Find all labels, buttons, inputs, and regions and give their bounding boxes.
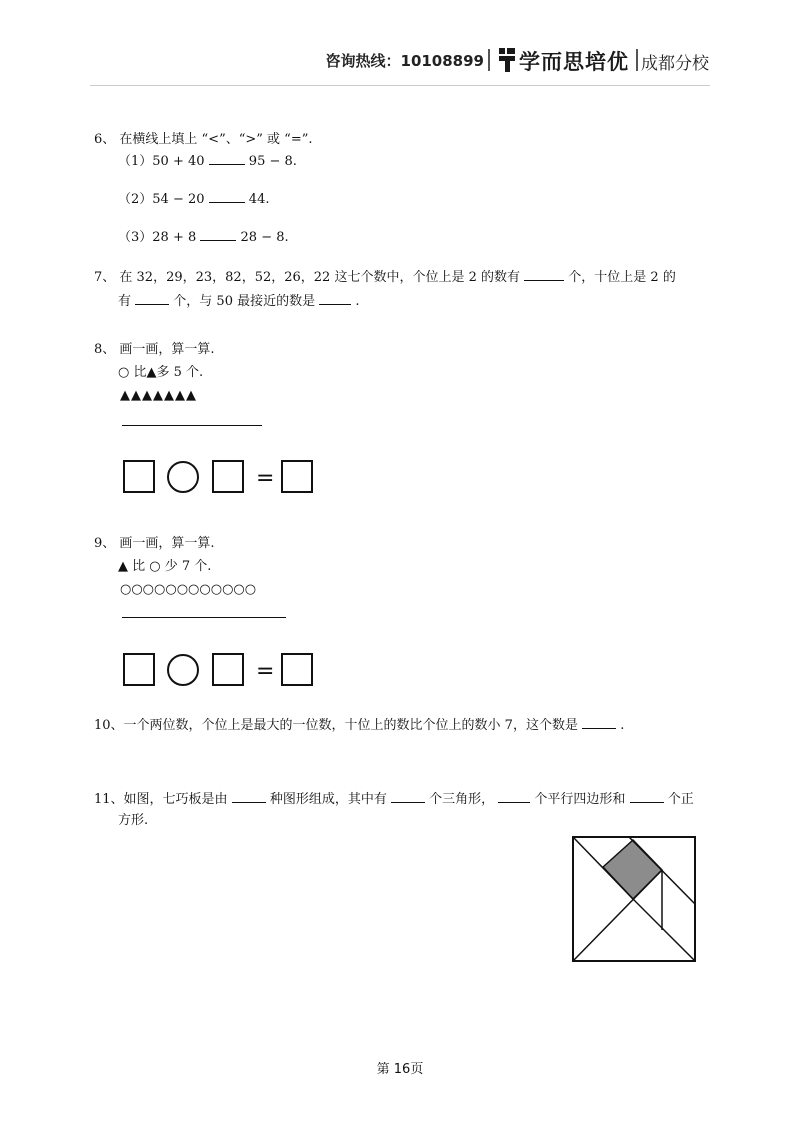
q9-drawing-line[interactable] bbox=[122, 617, 286, 618]
answer-box bbox=[213, 654, 243, 685]
answer-blank[interactable] bbox=[319, 290, 351, 305]
q6-part2 bbox=[118, 188, 269, 209]
q6-part3-right: 28 − 8. bbox=[240, 230, 289, 245]
q6-part1-right: 95 − 8. bbox=[248, 154, 297, 169]
q9-equation bbox=[122, 652, 322, 692]
q6-part1 bbox=[118, 150, 297, 171]
hotline-text: 咨询热线：10108899 bbox=[325, 52, 484, 70]
q11-text: 种图形组成，其中有 bbox=[269, 792, 387, 807]
q7-text: 7、 在 32，29，23，82，52，26，22 这七个数中，个位上是 2 的数有 bbox=[94, 270, 520, 285]
answer-blank[interactable] bbox=[209, 188, 245, 203]
q9-stem: 9、 画一画，算一算. bbox=[94, 536, 215, 551]
header-divider bbox=[636, 49, 638, 71]
answer-box bbox=[124, 461, 154, 492]
q11-line1 bbox=[94, 788, 694, 809]
header-rule bbox=[90, 85, 710, 86]
q11-text: 个正 bbox=[667, 792, 694, 807]
brand-name: 学而思培优 bbox=[519, 50, 629, 74]
q9-circles: ○○○○○○○○○○○○ bbox=[120, 582, 257, 597]
q11-text: 个三角形， bbox=[429, 792, 495, 807]
operator-circle bbox=[168, 655, 198, 685]
equals-sign: = bbox=[256, 466, 275, 491]
answer-blank[interactable] bbox=[498, 788, 530, 803]
q11-line2: 方形. bbox=[118, 813, 149, 828]
q8-stem: 8、 画一画，算一算. bbox=[94, 342, 215, 357]
answer-blank[interactable] bbox=[391, 788, 425, 803]
header-divider bbox=[488, 49, 490, 71]
answer-blank[interactable] bbox=[200, 226, 236, 241]
q8-condition: ○ 比▲多 5 个. bbox=[118, 365, 204, 380]
q11-text: 个平行四边形和 bbox=[534, 792, 626, 807]
answer-box bbox=[124, 654, 154, 685]
q10-text: . bbox=[620, 718, 625, 733]
page-number: 第 16页 bbox=[376, 1062, 424, 1077]
q9-condition: ▲ 比 ○ 少 7 个. bbox=[118, 559, 212, 574]
page-header bbox=[0, 40, 800, 80]
tangram-figure bbox=[572, 836, 696, 962]
tangram-edge bbox=[633, 899, 695, 961]
q8-drawing-line[interactable] bbox=[122, 425, 262, 426]
q6-part2-right: 44. bbox=[248, 192, 270, 207]
q7-text: . bbox=[355, 294, 360, 309]
answer-blank[interactable] bbox=[630, 788, 664, 803]
q11-text: 11、如图，七巧板是由 bbox=[94, 792, 228, 807]
answer-blank[interactable] bbox=[232, 788, 266, 803]
answer-blank[interactable] bbox=[209, 150, 245, 165]
q7-text: 有 bbox=[118, 294, 132, 309]
answer-box bbox=[282, 461, 312, 492]
answer-box bbox=[282, 654, 312, 685]
q6-stem: 6、 在横线上填上 “<”、“>” 或 “=”. bbox=[94, 132, 313, 147]
q7-line2 bbox=[118, 290, 360, 311]
answer-blank[interactable] bbox=[135, 290, 169, 305]
q7-text: 个，十位上是 2 的 bbox=[568, 270, 676, 285]
answer-blank[interactable] bbox=[582, 714, 616, 729]
branch-name: 成都分校 bbox=[641, 54, 709, 74]
q6-part3 bbox=[118, 226, 289, 247]
q7-text: 个，与 50 最接近的数是 bbox=[173, 294, 316, 309]
q8-triangles: ▲▲▲▲▲▲▲ bbox=[120, 388, 197, 403]
answer-box bbox=[213, 461, 243, 492]
q7-line1 bbox=[94, 266, 676, 287]
q10-text: 10、一个两位数，个位上是最大的一位数，十位上的数比个位上的数小 7，这个数是 bbox=[94, 718, 578, 733]
q6-part2-left: （2）54 − 20 bbox=[118, 192, 205, 207]
tangram-square bbox=[603, 840, 662, 899]
q6-part3-left: （3）28 + 8 bbox=[118, 230, 197, 245]
answer-blank[interactable] bbox=[524, 266, 564, 281]
q10-line bbox=[94, 714, 624, 735]
q6-part1-left: （1）50 + 40 bbox=[118, 154, 205, 169]
brand-logo-icon bbox=[497, 46, 517, 74]
equals-sign: = bbox=[256, 659, 275, 684]
operator-circle bbox=[168, 462, 198, 492]
q8-equation bbox=[122, 459, 322, 499]
